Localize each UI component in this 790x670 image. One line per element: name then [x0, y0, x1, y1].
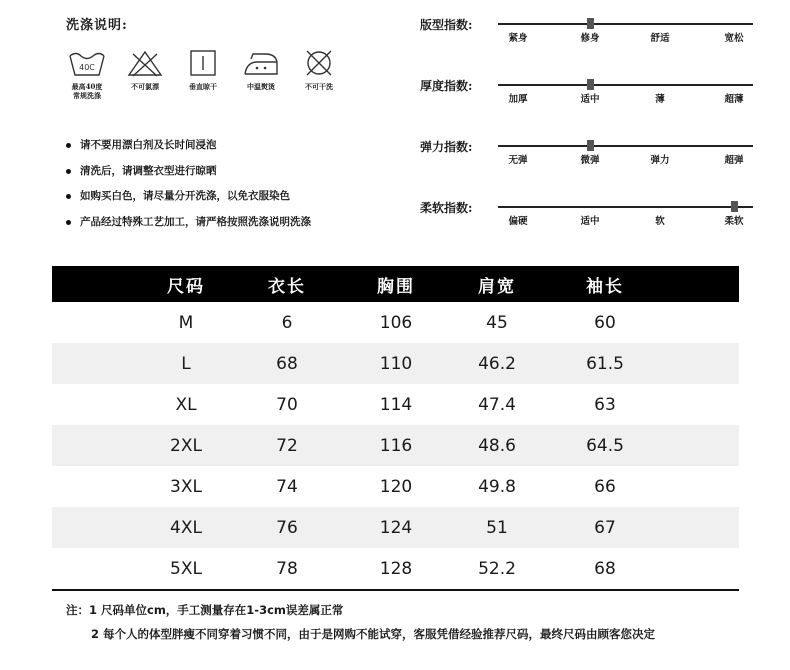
- wash-label-hang-dry: 垂直晾干: [189, 82, 217, 91]
- scale-track: [498, 84, 753, 86]
- cell-size: XL: [175, 394, 197, 415]
- care-note: 清洗后，请调整衣型进行晾晒: [66, 159, 311, 185]
- header-sleeve: 袖长: [586, 276, 624, 297]
- cell-sleeve: 67: [594, 517, 616, 538]
- wash-label-40c: 最高40度 常规洗涤: [71, 82, 103, 100]
- scale-marker: [587, 140, 594, 151]
- care-note: 产品经过特殊工艺加工，请严格按照洗涤说明洗涤: [66, 210, 311, 236]
- scale-option: 软: [655, 216, 665, 227]
- scale-option: 宽松: [724, 33, 744, 44]
- scale-option: 柔软: [724, 216, 744, 227]
- cell-chest: 128: [379, 558, 413, 579]
- size-table: [52, 266, 739, 591]
- scale-option: 适中: [580, 216, 600, 227]
- scale-track: [498, 145, 753, 147]
- scale-marker: [587, 18, 594, 29]
- care-note: 如购买白色，请尽量分开洗涤，以免衣服染色: [66, 184, 311, 210]
- cell-shoulder: 45: [486, 312, 508, 333]
- cell-size: 5XL: [170, 558, 202, 579]
- iron-medium-item: [236, 48, 286, 91]
- footnote-line-2: 2 每个人的体型胖瘦不同穿着习惯不同，由于是网购不能试穿，客服凭借经验推荐尺码，最终尺码由顾客您决定: [91, 627, 655, 641]
- scale-name: 弹力指数:: [420, 140, 473, 154]
- cell-length: 70: [276, 394, 298, 415]
- elasticity-index-scale: [420, 134, 760, 174]
- cell-shoulder: 48.6: [478, 435, 516, 456]
- iron-medium-icon: [241, 48, 281, 78]
- cell-length: 76: [276, 517, 298, 538]
- fit-index-scale: [420, 12, 760, 52]
- cell-chest: 110: [379, 353, 413, 374]
- table-row: [52, 302, 739, 343]
- cell-size: 3XL: [170, 476, 202, 497]
- scale-marker: [731, 201, 738, 212]
- table-row: [52, 384, 739, 425]
- scale-option: 超弹: [724, 155, 744, 166]
- wash-instructions-title: 洗涤说明:: [66, 18, 128, 33]
- wash-40c-icon: [67, 48, 107, 78]
- cell-shoulder: 51: [486, 517, 508, 538]
- wash-label-no-bleach: 不可氯漂: [131, 82, 159, 91]
- care-notes-list: [66, 133, 311, 235]
- cell-chest: 106: [379, 312, 413, 333]
- scale-marker: [587, 79, 594, 90]
- scale-option: 薄: [655, 94, 665, 105]
- cell-length: 72: [276, 435, 298, 456]
- cell-sleeve: 63: [594, 394, 616, 415]
- cell-sleeve: 64.5: [586, 435, 624, 456]
- scale-option: 适中: [580, 94, 600, 105]
- cell-shoulder: 49.8: [478, 476, 516, 497]
- footnote-line-1: 注：1 尺码单位cm，手工测量存在1-3cm误差属正常: [66, 603, 344, 617]
- no-dry-clean-icon: [299, 48, 339, 78]
- cell-sleeve: 61.5: [586, 353, 624, 374]
- scale-option: 无弹: [508, 155, 528, 166]
- cell-chest: 116: [379, 435, 413, 456]
- wash-icons-row: [62, 48, 352, 112]
- no-bleach-icon: [125, 48, 165, 78]
- header-size: 尺码: [167, 276, 205, 297]
- wash-label-no-dry-clean: 不可干洗: [305, 82, 333, 91]
- thickness-index-scale: [420, 73, 760, 113]
- cell-chest: 124: [379, 517, 413, 538]
- scale-option: 加厚: [508, 94, 528, 105]
- table-row: [52, 507, 739, 548]
- cell-length: 78: [276, 558, 298, 579]
- wash-40c-item: [62, 48, 112, 100]
- cell-length: 6: [281, 312, 293, 333]
- table-row: [52, 466, 739, 507]
- cell-size: L: [181, 353, 191, 374]
- cell-sleeve: 68: [594, 558, 616, 579]
- scale-track: [498, 206, 753, 208]
- care-note: 请不要用漂白剂及长时间浸泡: [66, 133, 311, 159]
- hang-dry-item: [178, 48, 228, 91]
- header-length: 衣长: [268, 276, 306, 297]
- cell-size: 2XL: [170, 435, 202, 456]
- cell-chest: 120: [379, 476, 413, 497]
- scale-name: 版型指数:: [420, 18, 473, 32]
- scale-option: 紧身: [508, 33, 528, 44]
- scale-option: 修身: [580, 33, 600, 44]
- no-bleach-item: [120, 48, 170, 91]
- table-bottom-rule: [52, 589, 739, 591]
- cell-length: 74: [276, 476, 298, 497]
- cell-sleeve: 66: [594, 476, 616, 497]
- table-row: [52, 343, 739, 384]
- scale-track: [498, 23, 753, 25]
- cell-length: 68: [276, 353, 298, 374]
- size-table-header: [52, 266, 739, 302]
- scale-name: 厚度指数:: [420, 79, 473, 93]
- cell-sleeve: 60: [594, 312, 616, 333]
- scale-option: 偏硬: [508, 216, 528, 227]
- wash-temp-text: 40C: [79, 63, 95, 72]
- table-row: [52, 425, 739, 466]
- no-dry-clean-item: [294, 48, 344, 91]
- softness-index-scale: [420, 195, 760, 235]
- hang-dry-icon: [183, 48, 223, 78]
- cell-shoulder: 47.4: [478, 394, 516, 415]
- scale-option: 弹力: [650, 155, 670, 166]
- cell-shoulder: 52.2: [478, 558, 516, 579]
- cell-size: 4XL: [170, 517, 202, 538]
- wash-label-iron-medium: 中温熨烫: [247, 82, 275, 91]
- scale-name: 柔软指数:: [420, 201, 473, 215]
- scale-option: 微弹: [580, 155, 600, 166]
- scale-option: 舒适: [650, 33, 670, 44]
- header-shoulder: 肩宽: [478, 276, 516, 297]
- cell-shoulder: 46.2: [478, 353, 516, 374]
- table-row: [52, 548, 739, 589]
- scale-option: 超薄: [724, 94, 744, 105]
- cell-size: M: [178, 312, 194, 333]
- cell-chest: 114: [379, 394, 413, 415]
- header-chest: 胸围: [377, 276, 415, 297]
